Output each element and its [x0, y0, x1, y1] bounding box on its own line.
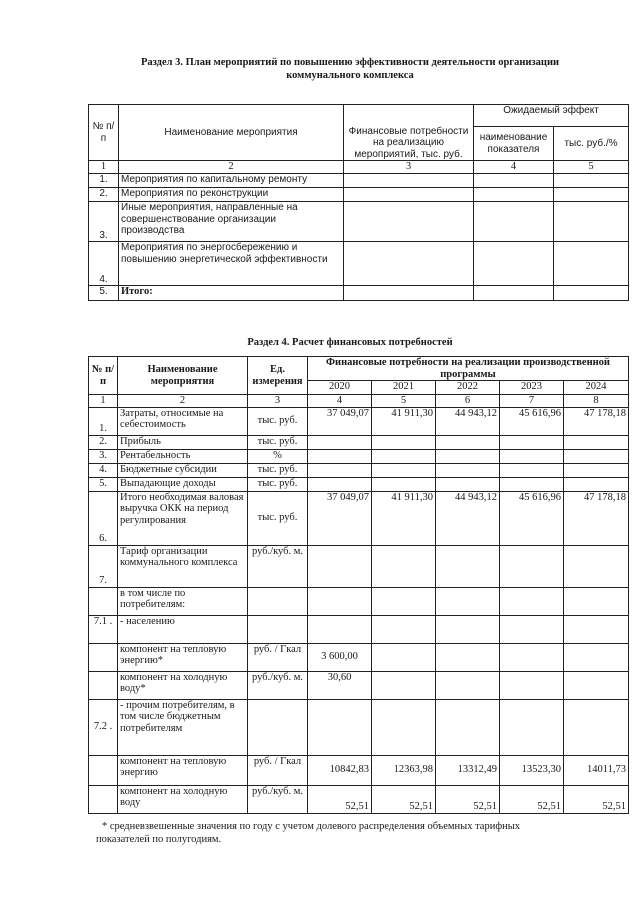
s3-header-fin: Финансовые потребности на реализацию мероприятий, тыс. руб.: [344, 105, 474, 161]
value-cell: [308, 463, 372, 477]
row-num: 7.: [89, 545, 118, 587]
footnote-line1: * средневзвешенные значения по году с учетом долевого распределения объемных тарифных: [102, 821, 521, 832]
s4-colnum: 5: [372, 395, 436, 408]
row-num: 5.: [89, 477, 118, 491]
value-cell: [500, 671, 564, 699]
row-unit: тыс. руб.: [248, 491, 308, 545]
value-cell: [500, 477, 564, 491]
value-cell: [436, 545, 500, 587]
value-cell: [436, 699, 500, 755]
s4-colnum: 6: [436, 395, 500, 408]
row-name: компонент на холодную воду: [118, 785, 248, 813]
value-cell: [500, 435, 564, 449]
row-num: 4.: [89, 242, 119, 286]
s4-year: 2020: [308, 381, 372, 395]
section4-table: [88, 356, 629, 814]
value-cell: [436, 615, 500, 643]
value-cell: [436, 449, 500, 463]
value-cell: [308, 477, 372, 491]
value-cell: [372, 615, 436, 643]
empty-cell: [474, 202, 554, 242]
table-row: [89, 477, 629, 491]
row-name: Мероприятия по капитальному ремонту: [119, 174, 344, 188]
row-num: [89, 587, 118, 615]
value-cell: [308, 449, 372, 463]
value-cell: [372, 545, 436, 587]
table-row: [89, 202, 629, 242]
value-cell: [564, 545, 629, 587]
s3-colnum: 2: [119, 161, 344, 174]
empty-cell: [554, 202, 629, 242]
section3-table: [88, 104, 629, 301]
row-num: 6.: [89, 491, 118, 545]
value-cell: 45 616,96: [500, 491, 564, 545]
value-cell: 52,51: [436, 785, 500, 813]
value-cell: 52,51: [564, 785, 629, 813]
table-row: [89, 615, 629, 643]
table-row: [89, 242, 629, 286]
s3-colnum: 1: [89, 161, 119, 174]
row-name: Бюджетные субсидии: [118, 463, 248, 477]
value-cell: [500, 463, 564, 477]
row-unit: тыс. руб.: [248, 435, 308, 449]
empty-cell: [554, 188, 629, 202]
s3-colnum: 4: [474, 161, 554, 174]
row-name: Тариф организации коммунального комплекса: [118, 545, 248, 587]
value-cell: [564, 435, 629, 449]
footnote-line2: показателей по полугодиям.: [96, 834, 222, 845]
value-cell: [564, 477, 629, 491]
row-name: Мероприятия по энергосбережению и повышению энергетической эффективности: [119, 242, 344, 286]
value-cell: 47 178,18: [564, 407, 629, 435]
s3-colnum-row: [89, 161, 629, 174]
s4-colnum: 3: [248, 395, 308, 408]
table-row: [89, 435, 629, 449]
value-cell: 13312,49: [436, 755, 500, 785]
value-cell: 13523,30: [500, 755, 564, 785]
row-unit: [248, 587, 308, 615]
s4-colnum: 8: [564, 395, 629, 408]
empty-cell: [554, 174, 629, 188]
table-row: [89, 491, 629, 545]
row-unit: руб. / Гкал: [248, 643, 308, 671]
s3-header-indicator: наименование показателя: [474, 127, 554, 161]
s3-header-name: Наименование мероприятия: [119, 105, 344, 161]
value-cell: [500, 545, 564, 587]
value-cell: [564, 587, 629, 615]
value-cell: 41 911,30: [372, 407, 436, 435]
row-num: 1.: [89, 174, 119, 188]
s4-header-fin: Финансовые потребности на реализации производственной программы: [308, 357, 629, 381]
value-cell: [372, 449, 436, 463]
value-cell: [372, 587, 436, 615]
table-row: [89, 587, 629, 615]
value-cell: 52,51: [308, 785, 372, 813]
row-name: Итого:: [119, 286, 344, 301]
row-name: в том числе по потребителям:: [118, 587, 248, 615]
value-cell: [372, 699, 436, 755]
empty-cell: [344, 174, 474, 188]
value-cell: [436, 477, 500, 491]
value-cell: [564, 463, 629, 477]
row-unit: [248, 699, 308, 755]
empty-cell: [554, 286, 629, 301]
row-unit: тыс. руб.: [248, 477, 308, 491]
section4-title: Раздел 4. Расчет финансовых потребностей: [247, 337, 453, 348]
value-cell: [564, 671, 629, 699]
value-cell: 14011,73: [564, 755, 629, 785]
row-unit: руб./куб. м.: [248, 785, 308, 813]
row-num: 1.: [89, 407, 118, 435]
s3-colnum: 5: [554, 161, 629, 174]
empty-cell: [344, 202, 474, 242]
value-cell: [308, 699, 372, 755]
row-unit: руб./куб. м.: [248, 671, 308, 699]
table-row: [89, 407, 629, 435]
value-cell: [500, 449, 564, 463]
value-cell: 3 600,00: [308, 643, 372, 671]
table-row: [89, 699, 629, 755]
s4-colnum: 4: [308, 395, 372, 408]
s3-header-effect: Ожидаемый эффект: [474, 105, 629, 127]
value-cell: 30,60: [308, 671, 372, 699]
row-name: компонент на тепловую энергию*: [118, 643, 248, 671]
row-num: 2.: [89, 435, 118, 449]
value-cell: 44 943,12: [436, 407, 500, 435]
row-num: 3.: [89, 449, 118, 463]
value-cell: [308, 587, 372, 615]
s4-colnum: 1: [89, 395, 118, 408]
row-unit: %: [248, 449, 308, 463]
value-cell: [372, 671, 436, 699]
value-cell: [564, 643, 629, 671]
row-name: компонент на тепловую энергию: [118, 755, 248, 785]
value-cell: [436, 463, 500, 477]
s4-colnum: 7: [500, 395, 564, 408]
row-name: компонент на холодную воду*: [118, 671, 248, 699]
value-cell: [436, 587, 500, 615]
section3-title-line2: коммунального комплекса: [286, 70, 414, 81]
row-name: - населению: [118, 615, 248, 643]
s3-colnum: 3: [344, 161, 474, 174]
empty-cell: [474, 174, 554, 188]
value-cell: [436, 643, 500, 671]
row-name: Затраты, относимые на себестоимость: [118, 407, 248, 435]
value-cell: 47 178,18: [564, 491, 629, 545]
row-name: Итого необходимая валовая выручка ОКК на период регулирования: [118, 491, 248, 545]
table-row: [89, 174, 629, 188]
value-cell: 41 911,30: [372, 491, 436, 545]
empty-cell: [344, 188, 474, 202]
row-num: 7.1 .: [89, 615, 118, 643]
value-cell: [372, 643, 436, 671]
value-cell: [436, 671, 500, 699]
value-cell: [308, 435, 372, 449]
row-num: [89, 755, 118, 785]
empty-cell: [474, 286, 554, 301]
s4-year: 2024: [564, 381, 629, 395]
row-num: [89, 671, 118, 699]
value-cell: [372, 435, 436, 449]
s4-year: 2021: [372, 381, 436, 395]
table-row: [89, 671, 629, 699]
table-row: [89, 463, 629, 477]
s3-header-unit: тыс. руб./%: [554, 127, 629, 161]
row-num: 5.: [89, 286, 119, 301]
value-cell: [500, 587, 564, 615]
value-cell: [500, 699, 564, 755]
row-unit: тыс. руб.: [248, 407, 308, 435]
table-row-total: [89, 286, 629, 301]
row-unit: руб. / Гкал: [248, 755, 308, 785]
value-cell: 44 943,12: [436, 491, 500, 545]
row-num: [89, 643, 118, 671]
row-name: - прочим потребителям, в том числе бюджетным потребителям: [118, 699, 248, 755]
empty-cell: [344, 242, 474, 286]
value-cell: [564, 615, 629, 643]
table-row: [89, 643, 629, 671]
empty-cell: [474, 242, 554, 286]
value-cell: 52,51: [372, 785, 436, 813]
table-row: [89, 785, 629, 813]
row-name: Выпадающие доходы: [118, 477, 248, 491]
value-cell: [436, 435, 500, 449]
value-cell: [564, 449, 629, 463]
value-cell: [372, 463, 436, 477]
value-cell: [564, 699, 629, 755]
s4-colnum: 2: [118, 395, 248, 408]
value-cell: [308, 615, 372, 643]
s4-year: 2023: [500, 381, 564, 395]
table-row: [89, 755, 629, 785]
s3-header-num: № п/п: [89, 105, 119, 161]
row-name: Мероприятия по реконструкции: [119, 188, 344, 202]
s4-year: 2022: [436, 381, 500, 395]
s4-header-name: Наименование мероприятия: [118, 357, 248, 395]
section3-title-line1: Раздел 3. План мероприятий по повышению эффективности деятельности организации: [140, 57, 560, 68]
empty-cell: [344, 286, 474, 301]
value-cell: [500, 643, 564, 671]
value-cell: [372, 477, 436, 491]
value-cell: 37 049,07: [308, 491, 372, 545]
table-row: [89, 545, 629, 587]
footnote: [96, 820, 616, 846]
row-name: Рентабельность: [118, 449, 248, 463]
empty-cell: [554, 242, 629, 286]
table-row: [89, 188, 629, 202]
row-num: [89, 785, 118, 813]
value-cell: 37 049,07: [308, 407, 372, 435]
row-unit: руб./куб. м.: [248, 545, 308, 587]
empty-cell: [474, 188, 554, 202]
row-unit: [248, 615, 308, 643]
value-cell: [308, 545, 372, 587]
s4-header-unit: Ед. измерения: [248, 357, 308, 395]
value-cell: 45 616,96: [500, 407, 564, 435]
value-cell: 52,51: [500, 785, 564, 813]
section3-title: [80, 56, 620, 82]
value-cell: [500, 615, 564, 643]
s4-colnum-row: [89, 395, 629, 408]
row-num: 4.: [89, 463, 118, 477]
s4-header-num: № п/п: [89, 357, 118, 395]
row-num: 7.2 .: [89, 699, 118, 755]
row-name: Прибыль: [118, 435, 248, 449]
row-num: 2.: [89, 188, 119, 202]
value-cell: 10842,83: [308, 755, 372, 785]
table-row: [89, 449, 629, 463]
value-cell: 12363,98: [372, 755, 436, 785]
row-unit: тыс. руб.: [248, 463, 308, 477]
row-num: 3.: [89, 202, 119, 242]
row-name: Иные мероприятия, направленные на совершенствование организации производства: [119, 202, 344, 242]
